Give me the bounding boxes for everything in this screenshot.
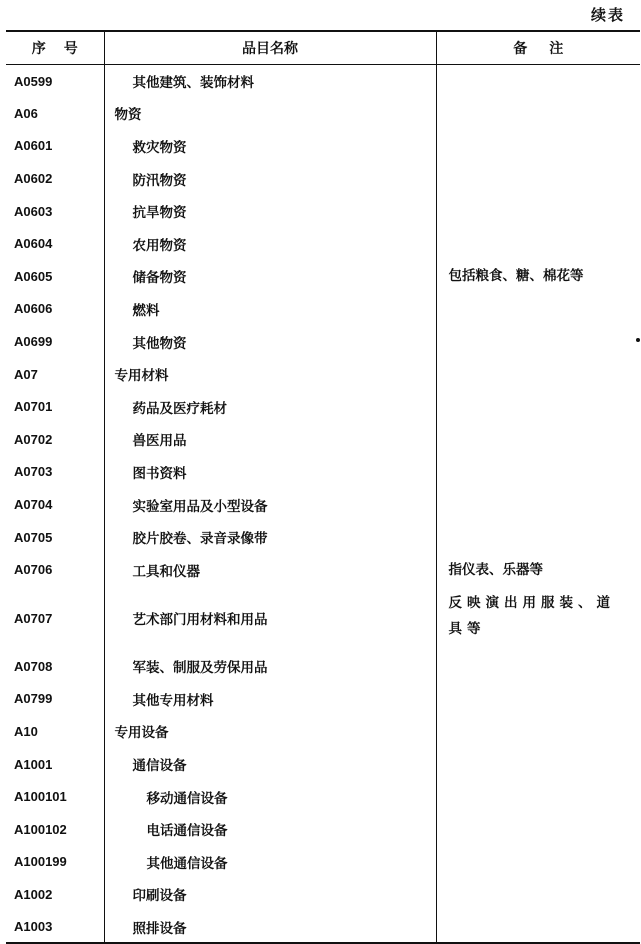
item-code: A1003 [6,911,104,944]
table-row [6,911,640,944]
item-note [436,846,640,879]
item-code: A100199 [6,846,104,879]
item-name: 其他建筑、装饰材料 [104,65,436,98]
table-row [6,586,640,650]
item-code: A0605 [6,260,104,293]
item-note [436,878,640,911]
item-name: 抗旱物资 [104,195,436,228]
item-code: A0799 [6,683,104,716]
item-note [436,683,640,716]
table-row [6,488,640,521]
item-note: 包括粮食、糖、棉花等 [436,260,640,293]
table-row [6,813,640,846]
item-code: A07 [6,358,104,391]
item-note [436,227,640,260]
item-name: 胶片胶卷、录音录像带 [104,521,436,554]
item-note [436,780,640,813]
item-code: A0707 [6,586,104,650]
item-name: 工具和仪器 [104,553,436,586]
item-name: 农用物资 [104,227,436,260]
table-row [6,130,640,163]
table-row [6,65,640,98]
item-note [436,813,640,846]
item-code: A0705 [6,521,104,554]
item-name: 图书资料 [104,456,436,489]
item-note [436,130,640,163]
table-row [6,162,640,195]
item-code: A1001 [6,748,104,781]
table-row [6,423,640,456]
item-name: 其他专用材料 [104,683,436,716]
item-note [436,358,640,391]
item-note [436,97,640,130]
item-note [436,715,640,748]
continued-label: 续表 [590,6,625,24]
item-name: 印刷设备 [104,878,436,911]
table-row [6,227,640,260]
item-code: A0606 [6,293,104,326]
item-code: A100101 [6,780,104,813]
item-catalog-table [6,30,640,944]
table-row [6,553,640,586]
item-note [436,162,640,195]
item-name: 军装、制服及劳保用品 [104,650,436,683]
item-code: A0599 [6,65,104,98]
table-row [6,260,640,293]
table-row [6,195,640,228]
item-name: 救灾物资 [104,130,436,163]
item-note [436,488,640,521]
item-code: A0703 [6,456,104,489]
table-row [6,748,640,781]
item-code: A0704 [6,488,104,521]
item-name: 电话通信设备 [104,813,436,846]
item-note [436,456,640,489]
item-code: A1002 [6,878,104,911]
item-note [436,911,640,944]
table-row [6,456,640,489]
item-note [436,390,640,423]
item-code: A0708 [6,650,104,683]
item-name: 专用材料 [104,358,436,391]
item-note [436,748,640,781]
item-name: 药品及医疗耗材 [104,390,436,423]
table-row [6,390,640,423]
item-name: 通信设备 [104,748,436,781]
item-name: 艺术部门用材料和用品 [104,586,436,650]
item-name: 照排设备 [104,911,436,944]
item-code: A0603 [6,195,104,228]
table-row [6,846,640,879]
item-note [436,195,640,228]
item-name: 燃料 [104,293,436,326]
table-row [6,878,640,911]
item-code: A0702 [6,423,104,456]
table-row [6,358,640,391]
item-note [436,293,640,326]
item-code: A100102 [6,813,104,846]
table-row [6,325,640,358]
column-header-note: 备注 [436,31,640,65]
item-note [436,650,640,683]
item-name: 储备物资 [104,260,436,293]
item-name: 防汛物资 [104,162,436,195]
item-note [436,325,640,358]
item-code: A0601 [6,130,104,163]
item-code: A0706 [6,553,104,586]
item-name: 兽医用品 [104,423,436,456]
item-note [436,521,640,554]
table-row [6,97,640,130]
item-code: A0699 [6,325,104,358]
item-name: 专用设备 [104,715,436,748]
column-header-code: 序号 [6,31,104,65]
item-note: 反映演出用服装、道具等 [436,586,640,650]
item-name: 其他通信设备 [104,846,436,879]
item-note: 指仪表、乐器等 [436,553,640,586]
item-code: A0701 [6,390,104,423]
item-name: 其他物资 [104,325,436,358]
item-code: A0604 [6,227,104,260]
table-row [6,650,640,683]
table-row [6,683,640,716]
table-header-row [6,31,640,65]
table-row [6,293,640,326]
item-code: A06 [6,97,104,130]
table-row [6,521,640,554]
item-name: 移动通信设备 [104,780,436,813]
item-note [436,423,640,456]
item-name: 物资 [104,97,436,130]
item-name: 实验室用品及小型设备 [104,488,436,521]
margin-mark [636,338,640,342]
item-code: A10 [6,715,104,748]
table-row [6,715,640,748]
table-row [6,780,640,813]
item-code: A0602 [6,162,104,195]
column-header-name: 品目名称 [104,31,436,65]
item-note [436,65,640,98]
